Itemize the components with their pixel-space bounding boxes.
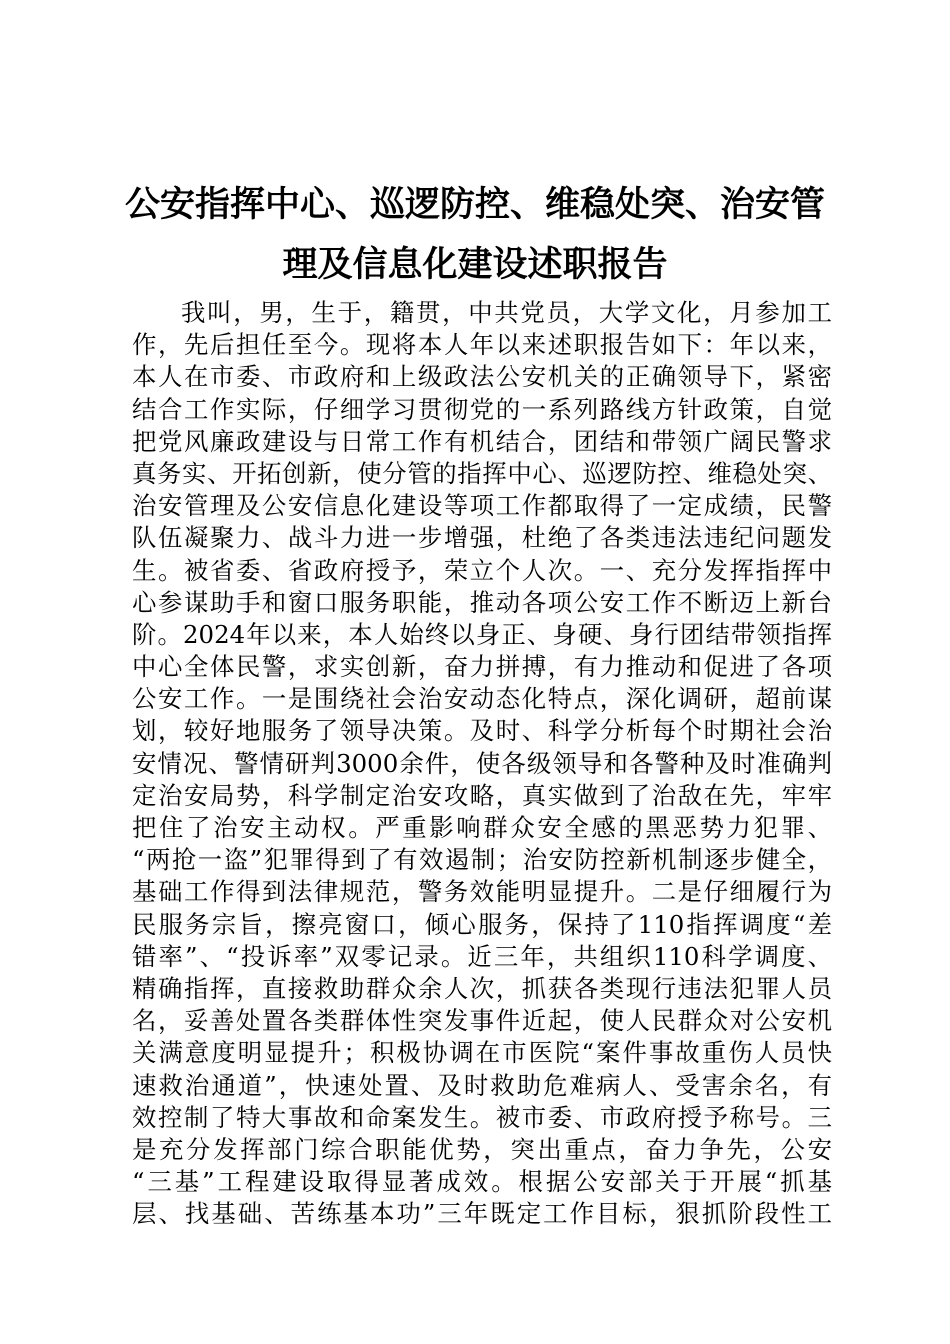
body-line: 作，先后担任至今。现将本人年以来述职报告如下：年以来， xyxy=(132,330,832,360)
body-line: 民服务宗旨，擦亮窗口，倾心服务，保持了110指挥调度“差 xyxy=(132,909,832,939)
body-line: 公安工作。一是围绕社会治安动态化特点，深化调研，超前谋 xyxy=(132,684,832,714)
body-line: 队伍凝聚力、战斗力进一步增强，杜绝了各类违法违纪问题发 xyxy=(132,523,832,553)
body-line: “两抢一盗”犯罪得到了有效遏制；治安防控新机制逐步健全， xyxy=(132,845,832,875)
body-line: 是充分发挥部门综合职能优势，突出重点，奋力争先，公安 xyxy=(132,1134,832,1164)
body-line: 关满意度明显提升；积极协调在市医院“案件事故重伤人员快 xyxy=(132,1038,832,1068)
body-line: 阶。2024年以来，本人始终以身正、身硬、身行团结带领指挥 xyxy=(132,619,832,649)
body-line: 真务实、开拓创新，使分管的指挥中心、巡逻防控、维稳处突、 xyxy=(132,458,832,488)
body-line: 精确指挥，直接救助群众余人次，抓获各类现行违法犯罪人员 xyxy=(132,973,832,1003)
body-line: “三基”工程建设取得显著成效。根据公安部关于开展“抓基 xyxy=(132,1167,832,1197)
body-line: 我叫，男，生于，籍贯，中共党员，大学文化，月参加工 xyxy=(181,298,832,327)
body-line: 把党风廉政建设与日常工作有机结合，团结和带领广阔民警求 xyxy=(132,426,832,456)
body-line: 效控制了特大事故和命案发生。被市委、市政府授予称号。三 xyxy=(132,1102,832,1132)
body-line: 本人在市委、市政府和上级政法公安机关的正确领导下，紧密 xyxy=(132,362,832,392)
body-line: 心参谋助手和窗口服务职能，推动各项公安工作不断迈上新台 xyxy=(132,587,832,617)
body-line: 安情况、警情研判3000余件，使各级领导和各警种及时准确判 xyxy=(132,748,832,778)
body-line: 中心全体民警，求实创新，奋力拼搏，有力推动和促进了各项 xyxy=(132,652,832,682)
document-title-line-2: 理及信息化建设述职报告 xyxy=(282,245,668,286)
body-line: 生。被省委、省政府授予，荣立个人次。一、充分发挥指挥中 xyxy=(132,555,832,585)
body-line: 定治安局势，科学制定治安攻略，真实做到了治敌在先，牢牢 xyxy=(132,780,832,810)
body-line: 基础工作得到法律规范，警务效能明显提升。二是仔细履行为 xyxy=(132,877,832,907)
body-line: 把住了治安主动权。严重影响群众安全感的黑恶势力犯罪、 xyxy=(132,813,832,842)
body-line: 名，妥善处置各类群体性突发事件近起，使人民群众对公安机 xyxy=(132,1006,832,1036)
body-line: 划，较好地服务了领导决策。及时、科学分析每个时期社会治 xyxy=(132,716,832,746)
document-title-line-1: 公安指挥中心、巡逻防控、维稳处突、治安管 xyxy=(124,185,825,226)
body-line: 速救治通道”，快速处置、及时救助危难病人、受害余名，有 xyxy=(132,1070,832,1100)
body-line: 错率”、“投诉率”双零记录。近三年，共组织110科学调度、 xyxy=(132,941,832,971)
document-body xyxy=(132,297,832,1230)
body-line: 结合工作实际，仔细学习贯彻党的一系列路线方针政策，自觉 xyxy=(132,394,832,424)
body-line: 治安管理及公安信息化建设等项工作都取得了一定成绩，民警 xyxy=(132,491,832,521)
body-line: 层、找基础、苦练基本功”三年既定工作目标，狠抓阶段性工 xyxy=(132,1199,832,1229)
